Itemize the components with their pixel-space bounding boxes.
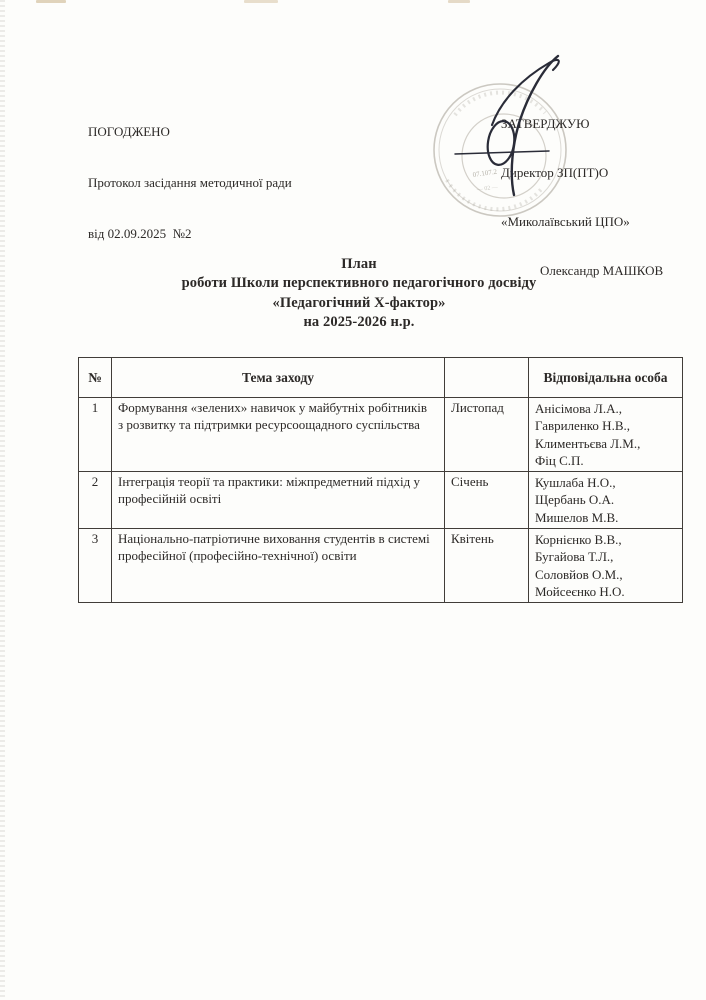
scan-speck (244, 0, 278, 3)
row-persons (529, 398, 683, 472)
row-topic: Формування «зелених» навичок у майбутніх робітників з розвитку та підтримки ресурсоощадного суспільства (112, 398, 445, 472)
approval-right-line: ЗАТВЕРДЖУЮ (501, 115, 590, 131)
row-topic: Інтеграція теорії та практики: міжпредметний підхід у професійній освіті (112, 472, 445, 529)
person-name: Соловйов О.М., (535, 566, 623, 582)
row-month: Квітень (445, 529, 529, 603)
header-num: № (79, 358, 112, 398)
svg-text:— 02 —: — 02 — (476, 184, 499, 193)
person-name: Мишелов М.В. (535, 509, 619, 525)
scan-speck (448, 0, 470, 3)
row-number: 1 (79, 398, 112, 472)
person-name: Бугайова Т.Л., (535, 549, 614, 565)
title-line: План (341, 256, 377, 272)
person-name: Анісімова Л.А., (535, 401, 623, 416)
row-topic: Національно-патріотичне виховання студентів в системі професійної (професійно-технічної) освіти (112, 529, 445, 603)
approval-right-line: Директор ЗП(ПТ)О (501, 165, 609, 181)
row-number: 2 (79, 472, 112, 529)
person-name: Мойсеєнко Н.О. (535, 583, 625, 599)
row-number: 3 (79, 529, 112, 603)
table-row (79, 529, 683, 603)
person-name: Гавриленко Н.В., (535, 418, 630, 434)
approval-block-left (88, 89, 292, 276)
person-name: Фіц С.П. (535, 452, 584, 468)
row-month: Січень (445, 472, 529, 529)
title-line: на 2025-2026 н.р. (303, 313, 415, 330)
table-header-row (79, 358, 683, 398)
title-line: «Педагогічний Х-фактор» (272, 294, 446, 311)
approval-left-line: від 02.09.2025 №2 (88, 226, 192, 241)
person-name: Щербань О.А. (535, 492, 615, 508)
approval-right-line: «Миколаївський ЦПО» (501, 214, 630, 230)
header-topic: Тема заходу (112, 358, 445, 398)
table-row (79, 472, 683, 529)
row-persons (529, 529, 683, 603)
person-name: Корнієнко В.В., (535, 532, 622, 548)
person-name: Климентьєва Л.М., (535, 435, 641, 451)
plan-table (78, 357, 683, 603)
row-month: Листопад (445, 398, 529, 472)
header-month (445, 358, 529, 398)
scan-speck (36, 0, 66, 3)
person-name: Кушлаба Н.О., (535, 475, 616, 491)
director-name: Олександр МАШКОВ (540, 263, 664, 279)
document-title (78, 255, 640, 332)
title-line: роботи Школи перспективного педагогічного досвіду (181, 275, 537, 292)
svg-text:07.107.2: 07.107.2 (472, 167, 498, 179)
header-persons: Відповідальна особа (529, 358, 683, 398)
approval-left-line: Протокол засідання методичної ради (88, 175, 292, 190)
row-persons (529, 472, 683, 529)
approval-left-line: ПОГОДЖЕНО (88, 124, 170, 139)
scan-edge-noise (0, 0, 5, 1000)
table-row (79, 398, 683, 472)
